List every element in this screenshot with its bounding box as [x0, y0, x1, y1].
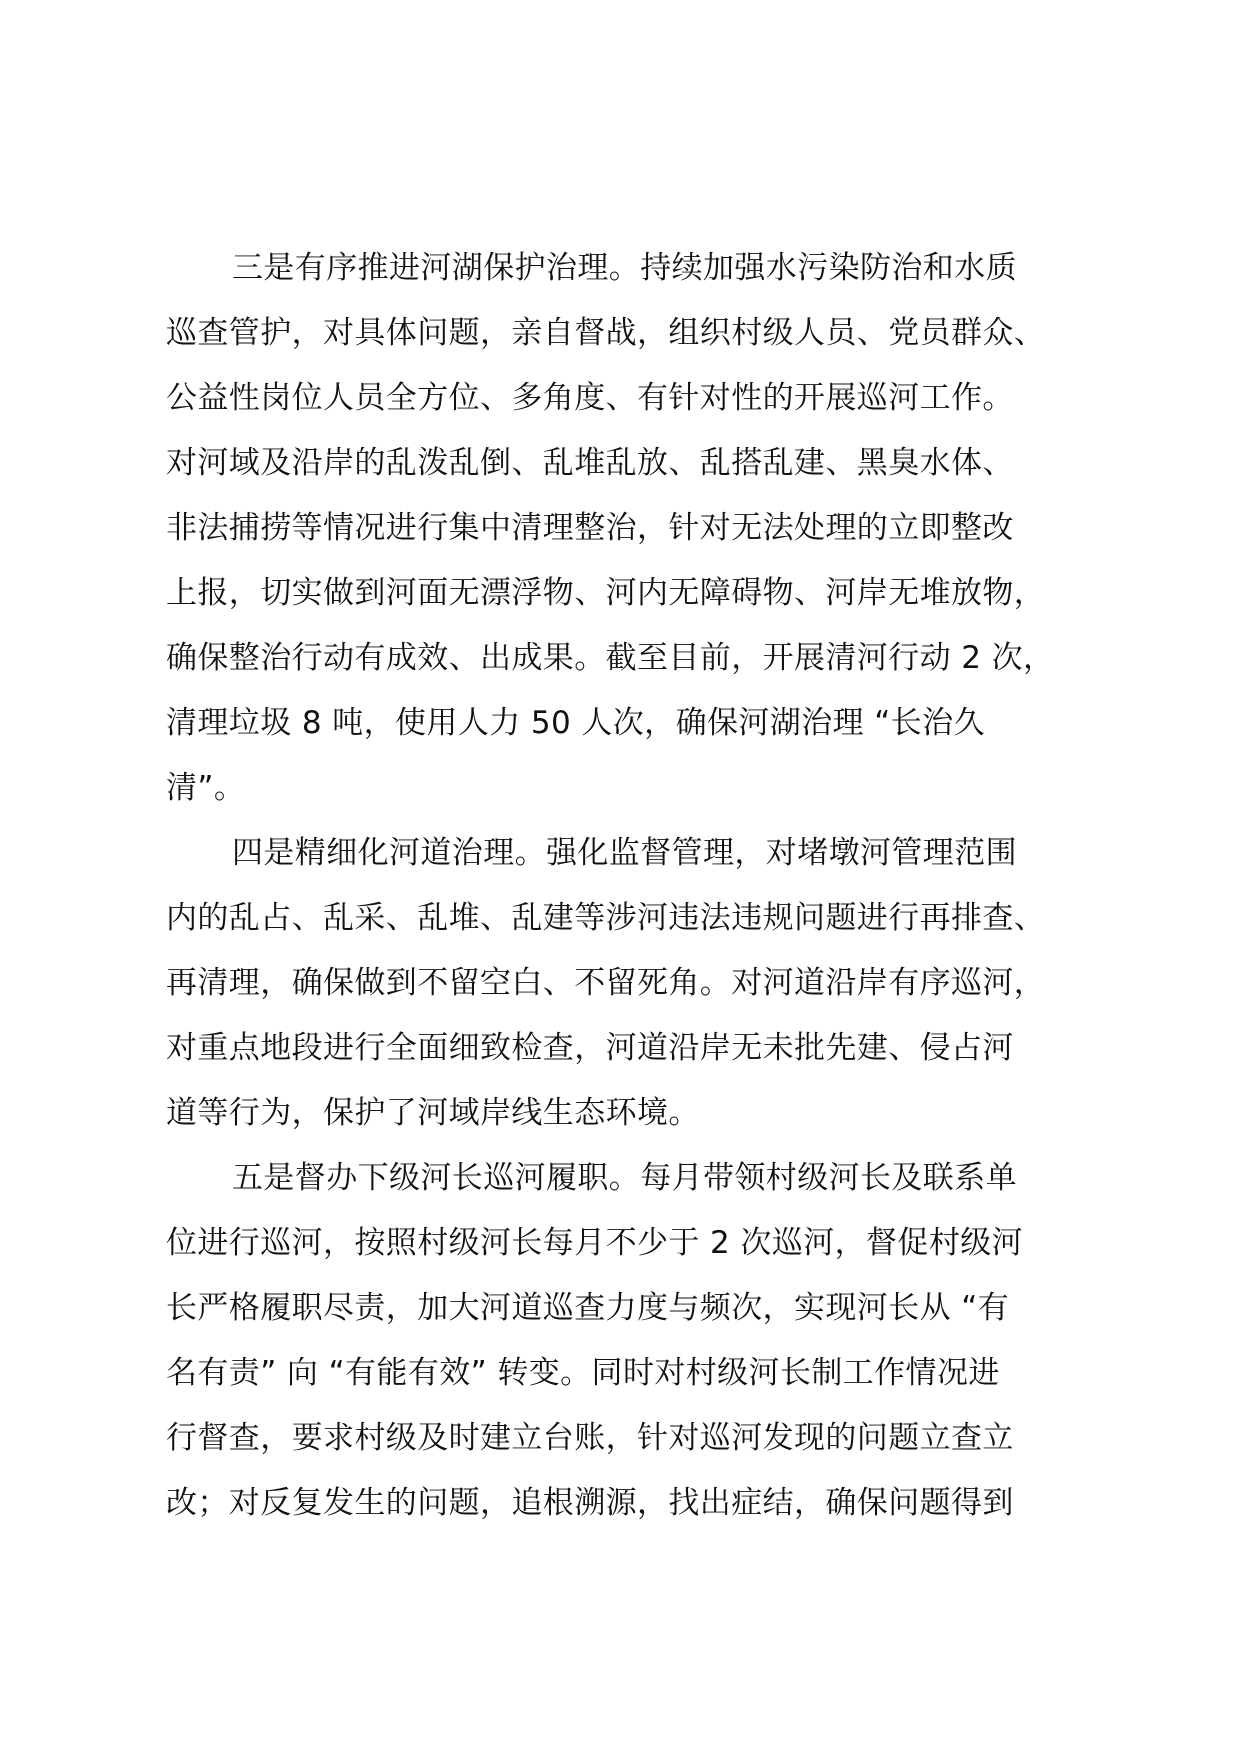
paragraph-line: 清理垃圾 8 吨，使用人力 50 人次，确保河湖治理 “长治久 — [166, 705, 985, 741]
paragraph-line: 四是精细化河道治理。强化监督管理，对堵墩河管理范围 — [232, 835, 1017, 871]
paragraph-river-chief-supervision — [166, 1146, 1126, 1536]
paragraph-line: 再清理，确保做到不留空白、不留死角。对河道沿岸有序巡河， — [166, 965, 1046, 1001]
paragraph-line: 上报，切实做到河面无漂浮物、河内无障碍物、河岸无堆放物， — [166, 575, 1046, 611]
paragraph-line: 五是督办下级河长巡河履职。每月带领村级河长及联系单 — [232, 1160, 1017, 1196]
paragraph-line: 非法捕捞等情况进行集中清理整治，针对无法处理的立即整改 — [166, 510, 1014, 546]
paragraph-river-lake-protection — [166, 236, 1126, 821]
paragraph-line: 行督查，要求村级及时建立台账，针对巡河发现的问题立查立 — [166, 1420, 1014, 1456]
paragraph-line: 对河域及沿岸的乱泼乱倒、乱堆乱放、乱搭乱建、黑臭水体、 — [166, 445, 1014, 481]
paragraph-line: 三是有序推进河湖保护治理。持续加强水污染防治和水质 — [232, 250, 1017, 286]
paragraph-line: 清”。 — [166, 770, 246, 806]
paragraph-line: 巡查管护，对具体问题，亲自督战，组织村级人员、党员群众、 — [166, 315, 1046, 351]
paragraph-line: 内的乱占、乱采、乱堆、乱建等涉河违法违规问题进行再排查、 — [166, 900, 1046, 936]
paragraph-line: 确保整治行动有成效、出成果。截至目前，开展清河行动 2 次， — [166, 640, 1055, 676]
paragraph-line: 公益性岗位人员全方位、多角度、有针对性的开展巡河工作。 — [166, 380, 1014, 416]
paragraph-line: 道等行为，保护了河域岸线生态环境。 — [166, 1095, 700, 1131]
paragraph-line: 位进行巡河，按照村级河长每月不少于 2 次巡河，督促村级河 — [166, 1225, 1024, 1261]
paragraph-line: 对重点地段进行全面细致检查，河道沿岸无未批先建、侵占河 — [166, 1030, 1014, 1066]
paragraph-line: 名有责” 向 “有能有效” 转变。同时对村级河长制工作情况进 — [166, 1355, 1000, 1391]
document-body — [166, 236, 1126, 1536]
paragraph-line: 改；对反复发生的问题，追根溯源，找出症结，确保问题得到 — [166, 1485, 1014, 1521]
paragraph-river-course-governance — [166, 821, 1126, 1146]
paragraph-line: 长严格履职尽责，加大河道巡查力度与频次，实现河长从 “有 — [166, 1290, 1010, 1326]
